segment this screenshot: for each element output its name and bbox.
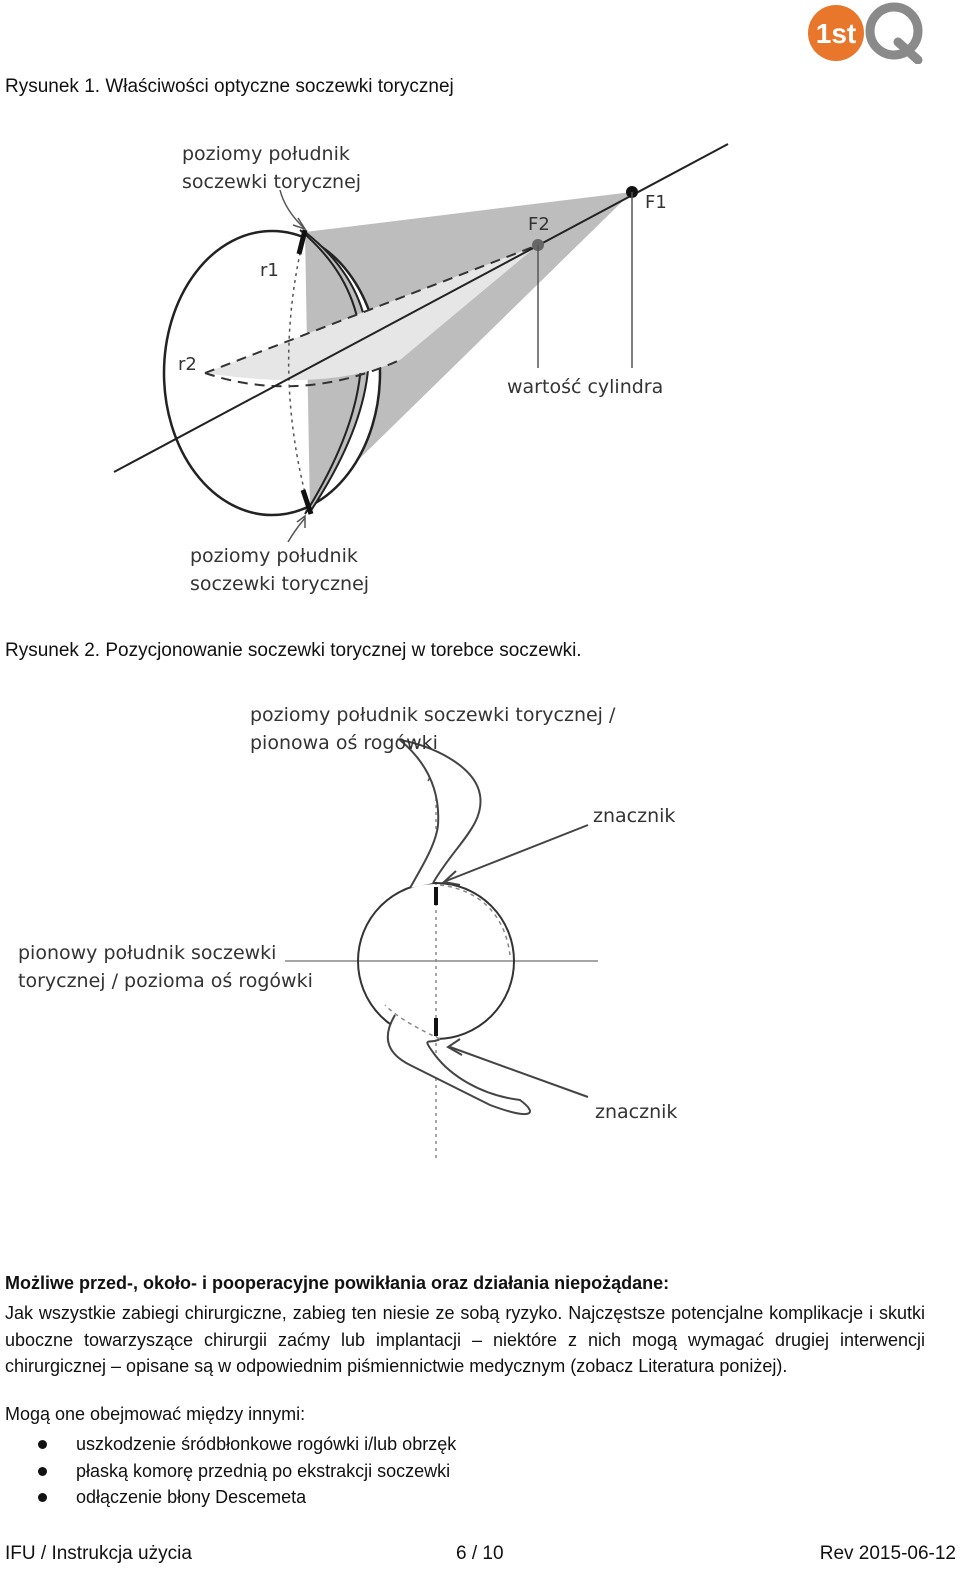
figure2-diagram <box>10 695 710 1165</box>
fig2-label-top-2: pionowa oś rogówki <box>250 732 438 754</box>
figure2-caption: Rysunek 2. Pozycjonowanie soczewki torycznej w torebce soczewki. <box>5 640 582 661</box>
fig2-label-left-1: pionowy południk soczewki <box>18 942 277 964</box>
complications-intro: Mogą one obejmować między innymi: <box>5 1404 306 1424</box>
fig1-label-f2: F2 <box>528 214 550 235</box>
fig1-label-r2: r2 <box>178 354 197 375</box>
bullet-icon <box>38 1493 47 1502</box>
footer-revision: Rev 2015-06-12 <box>819 1543 956 1564</box>
fig2-label-marker-top: znacznik <box>593 805 676 827</box>
fig1-label-top-2: soczewki torycznej <box>182 171 362 193</box>
logo-text-1st: 1st <box>815 18 857 49</box>
figure1-diagram <box>100 130 740 610</box>
bullet-icon <box>38 1440 47 1449</box>
figure1-caption: Rysunek 1. Właściwości optyczne soczewki torycznej <box>5 76 454 97</box>
list-item: płaską komorę przednią po ekstrakcji soczewki <box>0 1458 456 1485</box>
fig1-label-top-1: poziomy południk <box>182 143 350 165</box>
fig1-label-bottom-2: soczewki torycznej <box>190 573 370 595</box>
fig2-label-top-1: poziomy południk soczewki torycznej / <box>250 704 616 726</box>
company-logo <box>806 2 926 64</box>
bullet-icon <box>38 1467 47 1476</box>
fig1-label-bottom-1: poziomy południk <box>190 545 358 567</box>
upper-haptic <box>400 740 481 888</box>
fig1-label-f1: F1 <box>645 192 667 213</box>
fig2-label-left-2: torycznej / pozioma oś rogówki <box>18 970 313 992</box>
fig2-label-marker-bottom: znacznik <box>595 1101 678 1123</box>
fig1-label-r1: r1 <box>260 260 279 281</box>
footer-page-number: 6 / 10 <box>456 1543 504 1564</box>
list-item: uszkodzenie śródbłonkowe rogówki i/lub obrzęk <box>0 1431 456 1458</box>
lower-haptic <box>388 1015 530 1114</box>
complications-heading: Możliwe przed-, około- i pooperacyjne powikłania oraz działania niepożądane: <box>5 1273 670 1293</box>
list-item: odłączenie błony Descemeta <box>0 1484 456 1511</box>
complications-paragraph: Jak wszystkie zabiegi chirurgiczne, zabieg ten niesie ze sobą ryzyko. Najczęstsze potencjalne komplikacje i skutki uboczne towarzyszące chirurgii zaćmy lub implantacji – niektóre z nich mogą wymagać drugiej interwencji chirurgicznej – opisane są w odpowiednim piśmiennictwie medycznym (zobacz Literatura poniżej). <box>5 1303 925 1376</box>
complications-list <box>0 1431 456 1511</box>
footer-left: IFU / Instrukcja użycia <box>5 1543 192 1564</box>
fig1-label-cylinder: wartość cylindra <box>507 376 664 398</box>
